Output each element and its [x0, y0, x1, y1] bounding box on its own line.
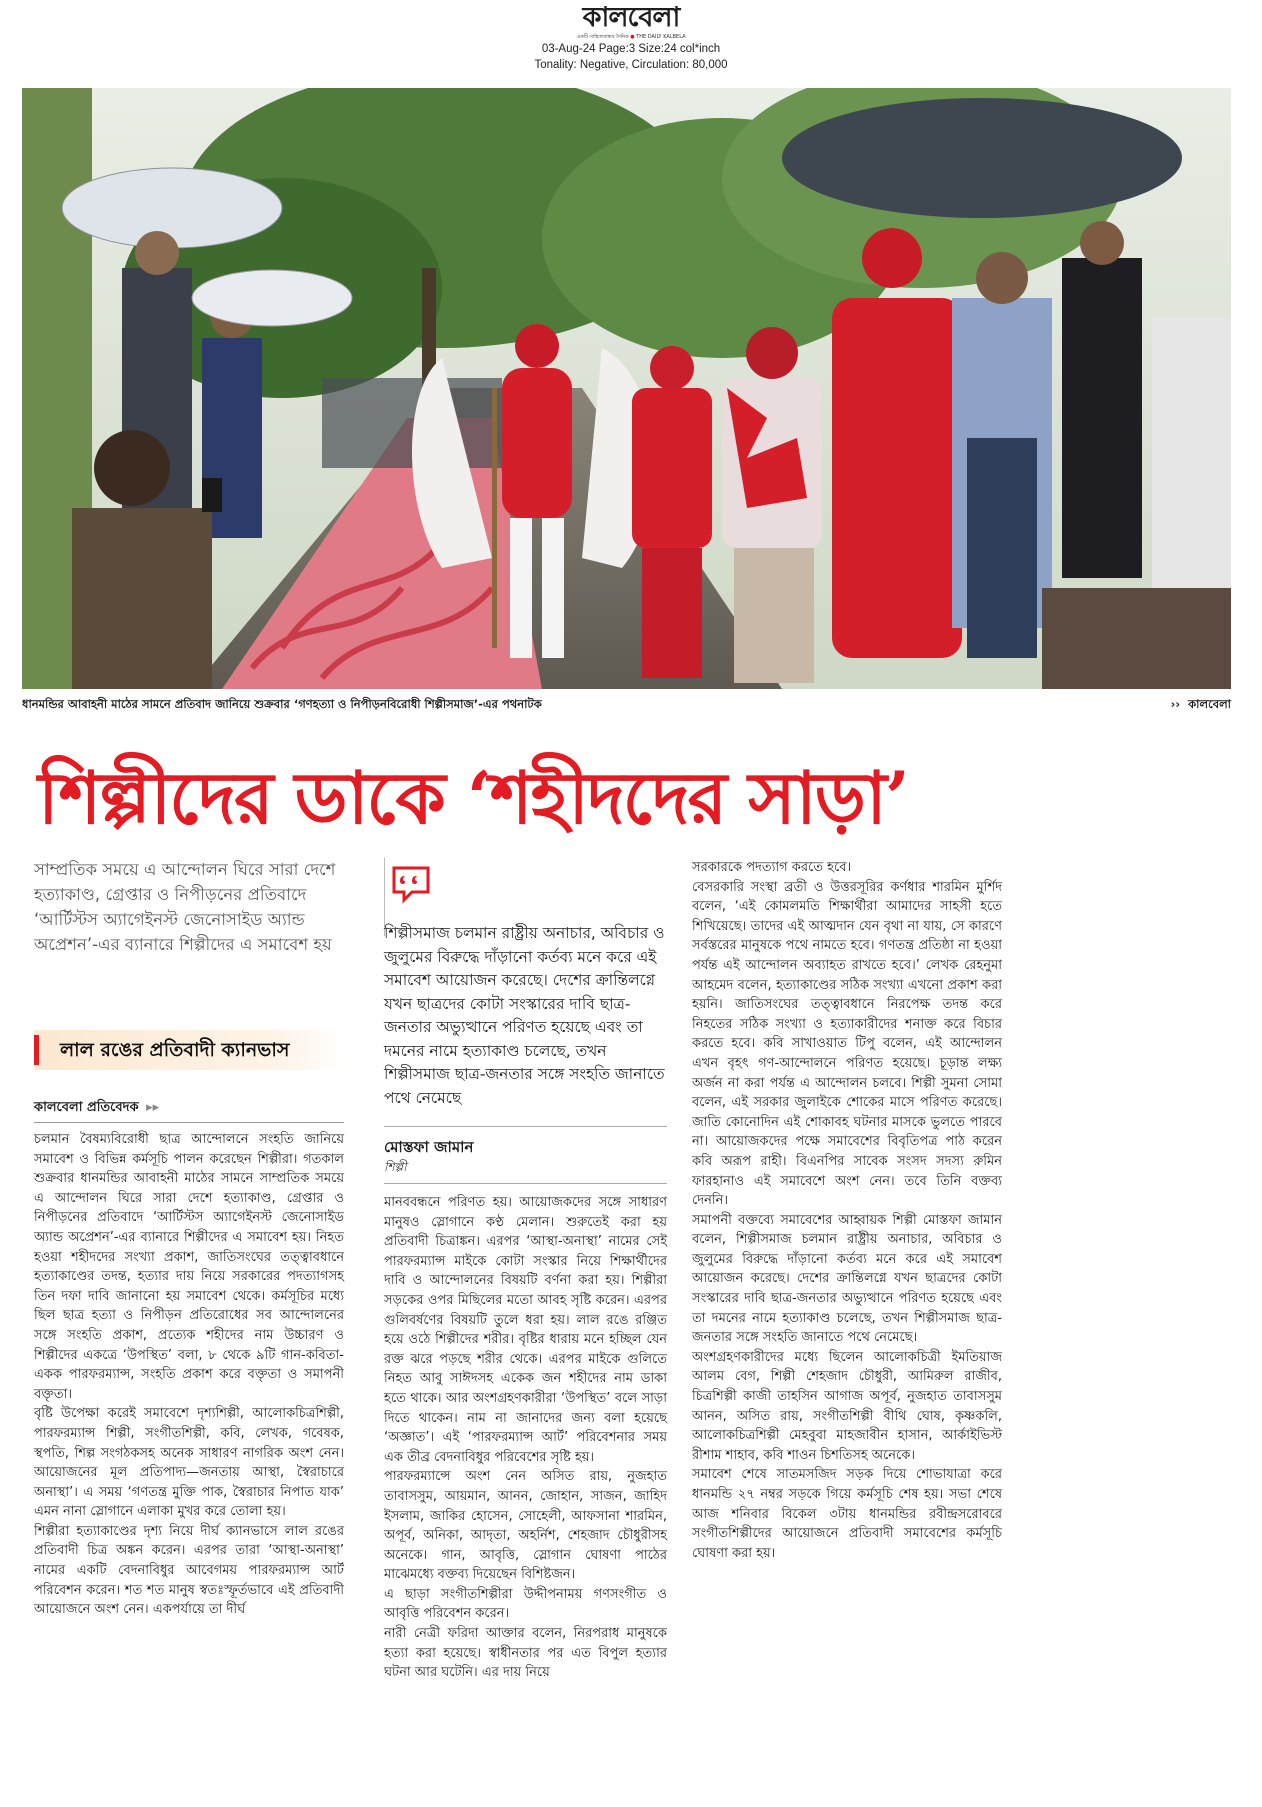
subheading-accent-bar: [34, 1035, 39, 1065]
article-column-1: [34, 1130, 344, 1620]
article-paragraph: শিল্পীরা হত্যাকাণ্ডের দৃশ্য নিয়ে দীর্ঘ ক্যানভাসে লাল রঙের প্রতিবাদী চিত্র অঙ্কন করেন। এরপর তারা ‘আস্থা-অনাস্থা’ নামের একটি বেদনাবিধুর আবেগময় পারফরম্যান্স আর্ট পরিবেশন করেন। শত শত মানুষ স্বতঃস্ফূর্তভাবে এই প্রতিবাদী আয়োজনে অংশ নেন। একপর্যায়ে তা দীর্ঘ: [34, 1523, 344, 1618]
divider: [384, 1183, 667, 1184]
subheading-box: [34, 1030, 344, 1070]
divider: [34, 1122, 344, 1123]
article-paragraph: সরকারকে পদত্যাগ করতে হবে।: [692, 860, 852, 875]
double-arrow-icon: ▸▸: [146, 1100, 160, 1115]
photo-credit: [1171, 696, 1231, 715]
performer-angel: [502, 368, 572, 518]
dark-umbrella: [782, 98, 1182, 218]
subheading: লাল রঙের প্রতিবাদী ক্যানভাস: [60, 1039, 290, 1061]
article-paragraph: সমাপনী বক্তব্যে সমাবেশের আহ্বায়ক শিল্পী মোস্তফা জামান বলেন, শিল্পীসমাজ চলমান রাষ্ট্রীয় অনাচার, অবিচার ও জুলুমের বিরুদ্ধে দাঁড়ানো কর্তব্য মনে করে এই সমাবেশ আয়োজন করেছে। দেশের ক্রান্তিলগ্নে যখন ছাত্রদের কোটা সংস্কারের দাবি ছাত্র-জনতার অভ্যুত্থানে পরিণত হয়েছে এবং তা দমনের নামে হত্যাকাণ্ড চলেছে, তখন শিল্পীসমাজ ছাত্র-জনতার সঙ্গে সংহতি জানাতে পথে নেমেছে।: [692, 1212, 1002, 1346]
article-column-2: [384, 1193, 667, 1683]
article-paragraph: বৃষ্টি উপেক্ষা করেই সমাবেশে দৃশ্যশিল্পী, আলোকচিত্রশিল্পী, পারফরম্যান্স শিল্পী, সংগীতশিল্পী, কবি, লেখক, গবেষক, স্থপতি, শিল্প সংগঠকসহ অনেক সাধারণ নাগরিক অংশ নেন। আয়োজনের মূল প্রতিপাদ্য—জনতায় আস্থা, স্বৈরাচারে অনাস্থা’। এ সময় ‘গণতন্ত্র মুক্তি পাক, স্বৈরাচার নিপাত যাক’ এমন নানা স্লোগানে এলাকা মুখর করে তোলা হয়।: [34, 1406, 344, 1520]
article-paragraph: পারফরম্যান্সে অংশ নেন অসিত রায়, নুজহাত তাবাসসুম, আয়মান, আনন, জোহান, সাজন, জাহিদ ইসলাম, জাকির হোসেন, সোহেলী, আফসানা শারমিন, অপূর্ব, অনিকা, আদৃতা, অহর্নিশ, শেহজাদ চৌধুরীসহ অনেকে। গান, আবৃত্তি, স্লোগান ঘোষণা পাঠের মাঝেমধ্যে বক্তব্য দিয়েছেন বিশিষ্টজন।: [384, 1469, 667, 1583]
byline: [34, 1098, 344, 1120]
clipping-meta-line-2: Tonality: Negative, Circulation: 80,000: [534, 59, 728, 71]
photo-caption-row: [22, 696, 1231, 714]
street-performance-photo: [22, 88, 1231, 689]
article-paragraph: সমাবেশ শেষে সাতমসজিদ সড়ক দিয়ে শোভাযাত্রা করে ধানমন্ডি ২৭ নম্বর সড়কে গিয়ে কর্মসূচি শেষ হয়। সভা শেষে আজ শনিবার বিকেল ৩টায় ধানমন্ডির রবীন্দ্রসরোবরে সংগীতশিল্পীদের আয়োজনে প্রতিবাদী সমাবেশের কর্মসূচি ঘোষণা করা হয়।: [692, 1467, 1002, 1561]
headline: শিল্পীদের ডাকে ‘শহীদদের সাড়া’: [38, 755, 909, 840]
performer-4: [832, 298, 962, 658]
intro-summary: সাম্প্রতিক সময়ে এ আন্দোলন ঘিরে সারা দেশে হত্যাকাণ্ড, গ্রেপ্তার ও নিপীড়নের প্রতিবাদে ‘আর্টিস্টস অ্যাগেইনস্ট জেনোসাইড অ্যান্ড অপ্রেশন’-এর ব্যানারে শিল্পীদের এ সমাবেশ হয়: [34, 860, 336, 954]
article-paragraph: বেসরকারি সংস্থা ব্রতী ও উত্তরসূরির কর্ণধার শারমিন মুর্শিদ বলেন, ‘এই কোমলমতি শিক্ষার্থীরা আমাদের সাহসী হতে শিখিয়েছে। তাদের এই আত্মদান যেন বৃথা না যায়, সে কারণে সর্বস্তরের মানুষকে পথে নামতে হবে। গণতন্ত্র প্রতিষ্ঠা না হওয়া পর্যন্ত এই আন্দোলন অব্যাহত রাখতে হবে।’ লেখক রেহনুমা আহমেদ বলেন, হত্যাকাণ্ডের সঠিক সংখ্যা এখনো প্রকাশ করা হয়নি। জাতিসংঘের তত্ত্বাবধানে নিরপেক্ষ তদন্ত করে নিহতের সঠিক সংখ্যা ও হত্যাকারীদের শনাক্ত করে বিচার করতে হবে। কবি সাখাওয়াত টিপু বলেন, এই আন্দোলন এখন বৃহৎ গণ-আন্দোলনে পরিণত হয়েছে। চূড়ান্ত লক্ষ্য অর্জন না করা পর্যন্ত এ আন্দোলন চলবে। শিল্পী সুমনা সোমা বলেন, এই সরকার জুলাইকে শোকের মাসে পরিণত করেছে। জাতি কোনোদিন এই শোকাবহ ঘটনার মাসকে ভুলতে পারবে না। আয়োজকদের পক্ষে সমাবেশের বিবৃতিপত্র পাঠ করেন কবি অরূপ রাহী। বিএনপির সাবেক সংসদ সদস্য রুমিন ফারহানাও এই সমাবেশে অংশ নেন। তবে তিনি বক্তব্য দেননি।: [692, 879, 1002, 1209]
article-paragraph: চলমান বৈষম্যবিরোধী ছাত্র আন্দোলনে সংহতি জানিয়ে সমাবেশ ও বিভিন্ন কর্মসূচি পালন করেছেন শিল্পীরা। গতকাল শুক্রবার ধানমন্ডির আবাহনী মাঠের সামনে সাম্প্রতিক সময়ে এ আন্দোলন ঘিরে সারা দেশে হত্যাকাণ্ড, গ্রেপ্তার ও নিপীড়নের প্রতিবাদে ‘আর্টিস্টস অ্যাগেইনস্ট জেনোসাইড অ্যান্ড অপ্রেশন’-এর ব্যানারে শিল্পীদের এ সমাবেশ হয়। নিহত হওয়া শহীদদের সংখ্যা প্রকাশ, জাতিসংঘের তত্ত্বাবধানে হত্যাকাণ্ডের তদন্ত, হত্যার দায় নিয়ে সরকারের পদত্যাগসহ তিন দফা দাবি জানানো হয় সমাবেশ থেকে। কর্মসূচির মধ্যে ছিল ছাত্র হত্যা ও নিপীড়ন প্রতিরোধের সব আন্দোলনের সঙ্গে সংহতি প্রকাশ, প্রত্যেক শহীদের নাম উচ্চারণ ও শিল্পীদের একত্রে ‘উপস্থিত’ বলা, ৮ থেকে ৯টি গান-কবিতা-একক পারফরম্যান্স, সংহতি প্রকাশ করে বক্তৃতা ও সমাপনী বক্তৃতা।: [34, 1132, 344, 1402]
photo-caption: ধানমন্ডির আবাহনী মাঠের সামনে প্রতিবাদ জানিয়ে শুক্রবার ‘গণহত্যা ও নিপীড়নবিরোধী শিল্পীসমাজ’-এর পথনাটক: [22, 697, 542, 711]
clipping-meta-line-1: 03-Aug-24 Page:3 Size:24 col*inch: [541, 43, 721, 55]
article-paragraph: নারী নেত্রী ফরিদা আক্তার বলেন, নিরপরাধ মানুষকে হত্যা করা হয়েছে। স্বাধীনতার পর এত বিপুল হত্যার ঘটনা আর ঘটেনি। এর দায় নিয়ে: [384, 1626, 667, 1681]
speech-quote-icon: [390, 864, 432, 906]
newspaper-logo: কালবেলা: [582, 2, 680, 33]
byline-label: কালবেলা প্রতিবেদক: [34, 1100, 139, 1115]
divider: [384, 1126, 667, 1127]
article-paragraph: এ ছাড়া সংগীতশিল্পীরা উদ্দীপনাময় গণসংগীত ও আবৃত্তি পরিবেশন করেন।: [384, 1586, 667, 1622]
tagline-bengali: একটি সাহিত্যবান্ধব দৈনিক: [576, 34, 629, 40]
photo-credit-label: কালবেলা: [1188, 697, 1231, 711]
article-paragraph: অংশগ্রহণকারীদের মধ্যে ছিলেন আলোকচিত্রী ইমতিয়াজ আলম বেগ, শিল্পী শেহজাদ চৌধুরী, আমিরুল রাজীব, চিত্রশিল্পী কাজী তাহসিন আগাজ অপূর্ব, নুজহাত তাবাসসুম আনন, অসিত রায়, সংগীতশিল্পী বীথি ঘোষ, কৃষ্ণকলি, আলোকচিত্রশিল্পী মেহবুবা মাহজাবীন হাসান, আর্কাইভিস্ট রীশাম শাহাব, কবি শাওন চিশতিসহ অনেকে।: [692, 1349, 1002, 1463]
performer-2: [632, 388, 712, 548]
phone: [202, 478, 222, 512]
tagline-dot: ●: [630, 34, 635, 40]
quote-author: [384, 1136, 667, 1176]
staff: [492, 388, 497, 648]
quote-author-role: শিল্পী: [384, 1160, 407, 1174]
umbrella: [62, 168, 282, 248]
article-column-3: [692, 858, 1002, 1563]
masthead-tagline: [0, 34, 1262, 41]
pull-quote-text: শিল্পীসমাজ চলমান রাষ্ট্রীয় অনাচার, অবিচার ও জুলুমের বিরুদ্ধে দাঁড়ানো কর্তব্য মনে করে এই সমাবেশ আয়োজন করেছে। দেশের ক্রান্তিলগ্নে যখন ছাত্রদের কোটা সংস্কারের দাবি ছাত্র-জনতার অভ্যুত্থানে পরিণত হয়েছে এবং তা দমনের নামে হত্যাকাণ্ড চলেছে, তখন শিল্পীসমাজ ছাত্র-জনতার সঙ্গে সংহতি জানাতে পথে নেমেছে: [384, 924, 665, 1107]
article-paragraph: মানববন্ধনে পরিণত হয়। আয়োজকদের সঙ্গে সাধারণ মানুষও স্লোগানে কণ্ঠ মেলান। শুরুতেই করা হয় প্রতিবাদী চিত্রাঙ্কন। এরপর ‘আস্থা-অনাস্থা’ নামের সেই পারফরম্যান্স মাইকে কোটা সংস্কার নিয়ে শিক্ষার্থীদের দাবি ও আন্দোলনের বিষয়টি বর্ণনা করা হয়। শিল্পীরা সড়কের ওপর মিছিলের মতো আবহ সৃষ্টি করেন। এরপর গুলিবর্ষণের বিষয়টি তুলে ধরা হয়। লাল রঙে রঞ্জিত হয়ে ওঠে শিল্পীদের শরীর। বৃষ্টির ধারায় মনে হচ্ছিল যেন রক্ত ঝরে পড়ছে শরীর থেকে। এরপর মাইকে গুলিতে নিহত আবু সাঈদসহ একেক জন শহীদের নাম ডাকা হতে থাকে। আর অংশগ্রহণকারীরা ‘উপস্থিত’ বলে সাড়া দিতে থাকেন। নাম না জানাদের জন্য বলা হয়েছে ‘অজ্ঞাত’। এই ‘পারফরম্যান্স আর্ট’ পরিবেশনার সময় এক তীব্র বেদনাবিধুর পরিবেশের সৃষ্টি হয়।: [384, 1195, 667, 1465]
masthead: [0, 0, 1262, 73]
chevron-right-icon: ››: [1170, 697, 1181, 711]
photo-illustration: [22, 88, 1231, 689]
pull-quote: [384, 858, 667, 1123]
tagline-english: THE DAILY KALBELA: [636, 34, 686, 40]
quote-author-name: মোস্তফা জামান: [384, 1138, 474, 1156]
